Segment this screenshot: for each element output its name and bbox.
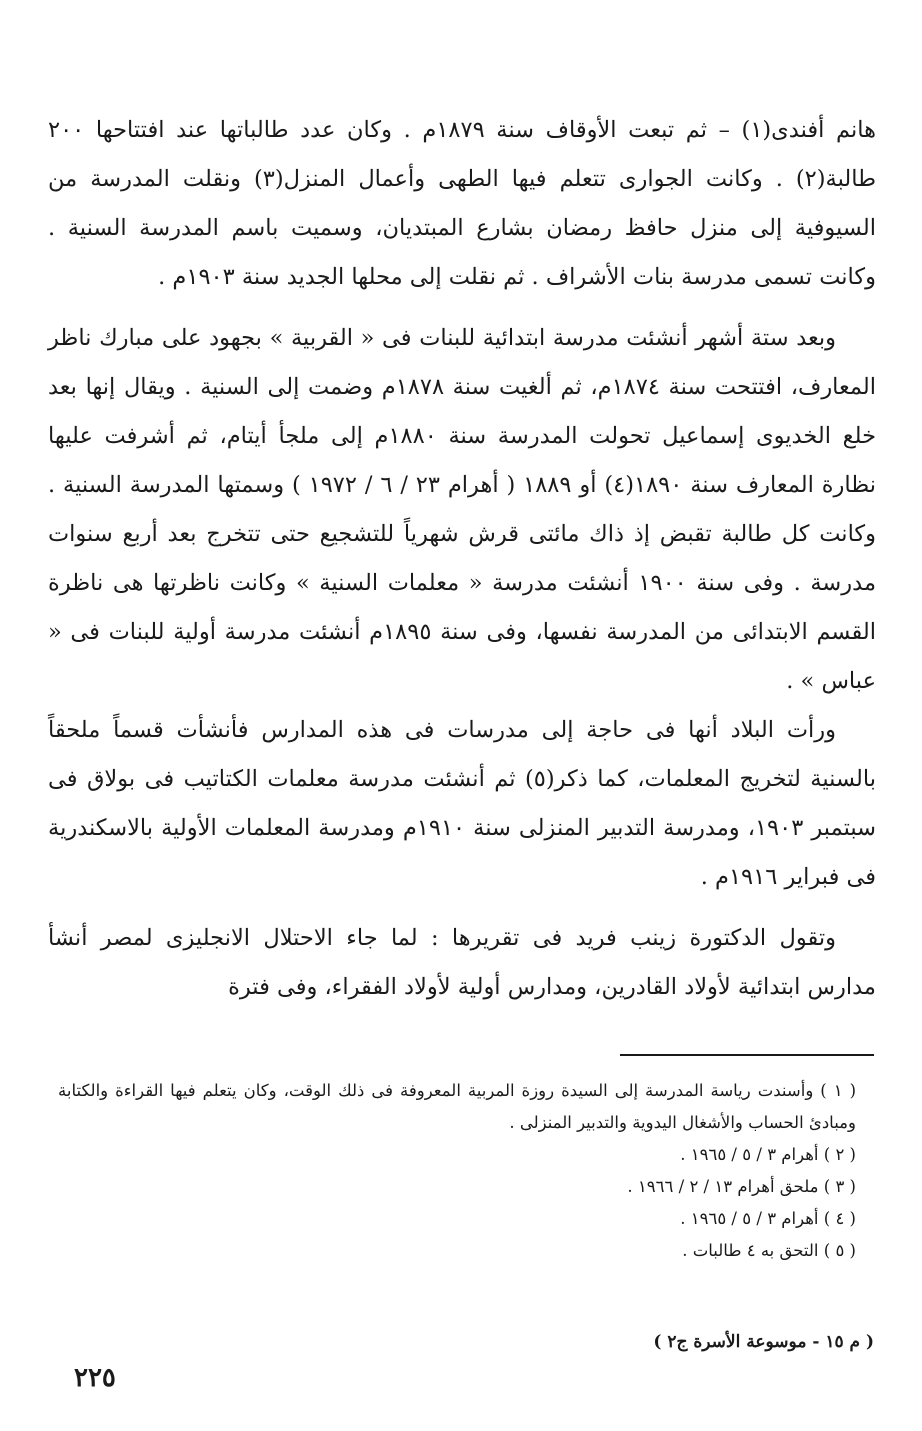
paragraph-3: ورأت البلاد أنها فى حاجة إلى مدرسات فى هذه المدارس فأنشأت قسماً ملحقاً بالسنية لتخريج المعلمات، كما ذكر(٥) ثم أنشئت مدرسة معلمات الكتاتيب فى بولاق فى سبتمبر ١٩٠٣، ومدرسة التدبير المنزلى سنة ١٩١٠م ومدرسة المعلمات الأولية بالاسكندرية فى فبراير ١٩١٦م . bbox=[48, 717, 877, 890]
footnote-divider bbox=[620, 1054, 874, 1056]
footnote-1: ( ١ ) وأسندت رياسة المدرسة إلى السيدة روزة المربية المعروفة فى ذلك الوقت، وكان يتعلم فيها القراءة والكتابة ومبادئ الحساب والأشغال اليدوية والتدبير المنزلى . bbox=[58, 1081, 857, 1132]
paragraph-1: هانم أفندى(١) – ثم تبعت الأوقاف سنة ١٨٧٩م . وكان عدد طالباتها عند افتتاحها ٢٠٠ طالبة(٢) . وكانت الجوارى تتعلم فيها الطهى وأعمال المنزل(٣) ونقلت المدرسة من السيوفية إلى منزل حافظ رمضان بشارع المبتديان، وسميت باسم المدرسة السنية . وكانت تسمى مدرسة بنات الأشراف . ثم نقلت إلى محلها الجديد سنة ١٩٠٣م . bbox=[48, 117, 877, 290]
footnotes bbox=[58, 1075, 876, 1267]
paragraph-4: وتقول الدكتورة زينب فريد فى تقريرها : لما جاء الاحتلال الانجليزى لمصر أنشأ مدارس ابتدائية لأولاد القادرين، ومدارس أولية لأولاد الفقراء، وفى فترة bbox=[48, 925, 876, 1000]
footer-source: ( م ١٥ - موسوعة الأسرة ج٢ ) bbox=[653, 1332, 874, 1352]
footnote-5: ( ٥ ) التحق به ٤ طالبات . bbox=[682, 1241, 856, 1260]
page-number: ٢٢٥ bbox=[74, 1363, 116, 1393]
body-text bbox=[48, 106, 876, 1012]
footnote-3: ( ٣ ) ملحق أهرام ١٣ / ٢ / ١٩٦٦ . bbox=[627, 1177, 856, 1196]
footnote-2: ( ٢ ) أهرام ٣ / ٥ / ١٩٦٥ . bbox=[680, 1145, 856, 1164]
paragraph-2: وبعد ستة أشهر أنشئت مدرسة ابتدائية للبنات فى « القربية » بجهود على مبارك ناظر المعارف، افتتحت سنة ١٨٧٤م، ثم ألغيت سنة ١٨٧٨م وضمت إلى السنية . ويقال إنها بعد خلع الخديوى إسماعيل تحولت المدرسة سنة ١٨٨٠م إلى ملجأ أيتام، ثم أشرفت عليها نظارة المعارف سنة ١٨٩٠(٤) أو ١٨٨٩ ( أهرام ٢٣ / ٦ / ١٩٧٢ ) وسمتها المدرسة السنية . وكانت كل طالبة تقبض إذ ذاك مائتى قرش شهرياً للتشجيع حتى تتخرج بعد أربع سنوات مدرسة . وفى سنة ١٩٠٠ أنشئت مدرسة « معلمات السنية » وكانت ناظرتها هى ناظرة القسم الابتدائى من المدرسة نفسها، وفى سنة ١٨٩٥م أنشئت مدرسة أولية للبنات فى « عباس » . bbox=[48, 325, 877, 694]
footnote-4: ( ٤ ) أهرام ٣ / ٥ / ١٩٦٥ . bbox=[680, 1209, 856, 1228]
